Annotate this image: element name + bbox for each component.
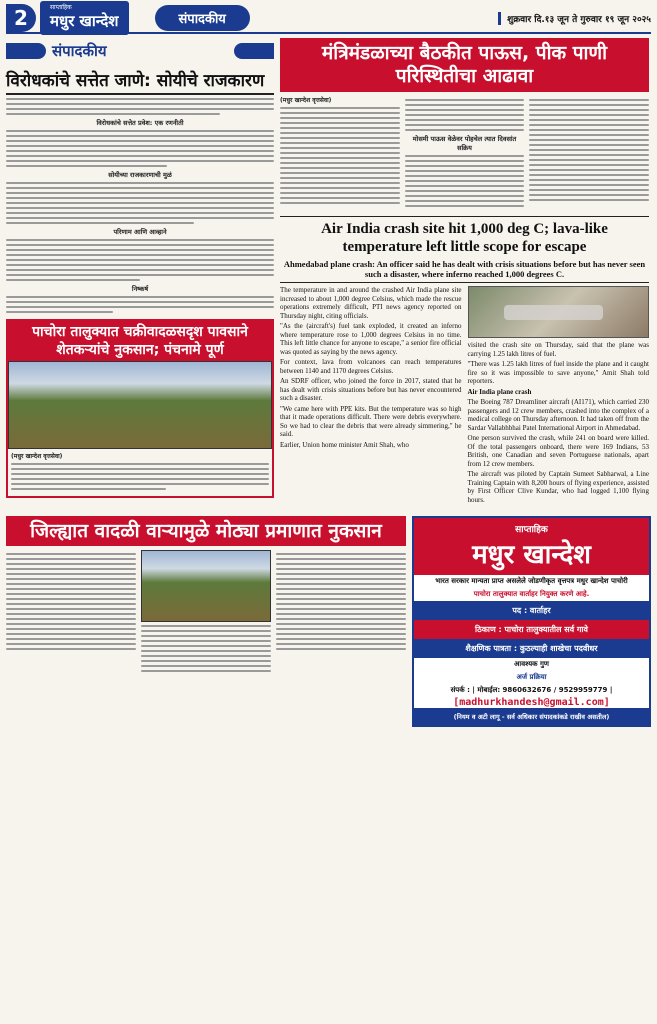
main-story-body (280, 96, 649, 210)
crash-photo (468, 286, 650, 338)
article-paragraph: An SDRF officer, who joined the force in 2017, stated that he has dealt with crisis situations before but has never encountered such a disaster. (280, 377, 462, 402)
article-paragraph: The Boeing 787 Dreamliner aircraft (AI171), which carried 230 passengers and 12 crew members, crashed into the complex of a medical college on Thursday afternoon. It had taken off from the Sardar Vallabhbhai Patel International Airport in Ahmedabad. (467, 398, 649, 432)
ad-brand (414, 518, 649, 575)
ad-requirements: आवश्यक गुण (514, 660, 549, 668)
article-paragraph: For context, lava from volcanoes can reach temperatures between 1140 and 1170 degrees Celsius. (280, 358, 462, 375)
article-paragraph: "As the (aircraft's) fuel tank exploded, it created an inferno where temperature rose to 1,000 degrees Celsius in no time. This left little chance for anyone to escape," a senior fire official was quoted as saying by the news agency. (280, 322, 462, 356)
editorial-label: संपादकीय (52, 42, 107, 60)
ad-line: पाचोरा तालुक्यात वार्ताहर नियुक्त करणे आहे. (473, 590, 590, 598)
issue-date: शुक्रवार दि.१३ जून ते गुरुवार १९ जून २०२५ (498, 12, 651, 25)
editorial-subhead: परिणाम आणि आव्हाने (113, 228, 167, 236)
bottom-headline: जिल्ह्यात वादळी वाऱ्यामुळे मोठ्या प्रमाणात नुकसान (6, 516, 406, 546)
editorial-body (6, 98, 274, 313)
article-paragraph: The temperature in and around the crashed Air India plane site increased to about 1,000 degree Celsius, which made the rescue operations extremely difficult, PTI news agency reported on Thursday night, citing officials. (280, 286, 462, 320)
ad-apply: अर्ज प्रक्रिया (516, 673, 547, 681)
bottom-story (6, 510, 406, 727)
left-column (6, 34, 274, 506)
field-photo (8, 361, 272, 449)
article-paragraph: One person survived the crash, while 241 on board were killed. Of the total passengers onboard, there were 169 Indians, 53 British, one Canadian and seven Portuguese nationals, apart from 12 crew members. (467, 434, 649, 468)
ad-line: भारत सरकार मान्यता प्राप्त असलेले जोडणीकृत वृत्तपत्र मधुर खान्देश पाचोरी (435, 577, 628, 585)
air-india-col1 (280, 286, 462, 506)
ad-place: ठिकाण : पाचोरा तालुक्यातील सर्व गावे (414, 620, 649, 639)
article-paragraph: The aircraft was piloted by Captain Sumeet Sabharwal, a Line Training Captain with 8,200 hours of flying experience, assisted by First Officer Clive Kundar, who had logged 1,100 flying hours. (467, 470, 649, 504)
ad-email[interactable]: [madhurkhandesh@gmail.com] (453, 697, 610, 708)
right-column (280, 34, 649, 506)
ad-weekly: साप्ताहिक (515, 525, 548, 535)
article-paragraph: "We came here with PPE kits. But the temperature was so high that it made operations difficult. There were debris everywhere. So we had to clear the debris that were already simmering," he said. (280, 404, 462, 438)
editorial-subhead: सोयीच्या राजकारणाची मुळं (108, 171, 172, 179)
pachora-story (6, 319, 274, 498)
brand-subtitle: साप्ताहिक (50, 4, 72, 11)
brand-logo (40, 1, 129, 35)
ad-brand-name: मधुर खान्देश (472, 540, 591, 570)
pen-icon (234, 43, 274, 59)
pen-icon (6, 43, 46, 59)
crowd-photo (141, 550, 271, 622)
ad-post: पद : वार्ताहर (414, 601, 649, 620)
masthead (6, 4, 651, 34)
article-paragraph: visited the crash site on Thursday, said that the plane was carrying 1.25 lakh litres of fuel. (467, 341, 649, 358)
ad-education: शैक्षणिक पात्रता : कुठल्याही शाखेचा पदवीधर (414, 639, 649, 658)
recruitment-ad (412, 516, 651, 727)
ad-footer: (नियम व अटी लागू - सर्व अधिकार संपादकांकडे राखीव असतील) (414, 708, 649, 725)
brand-name: मधुर खान्देश (50, 12, 119, 30)
main-subhead: मोसमी पाऊस वेळेवर पोहचेल त्यात दिवसांत सक्रिय (412, 135, 517, 152)
editorial-subhead: विरोधकांचे सत्तेत प्रवेश: एक रणनीती (96, 119, 184, 127)
air-india-subhead: Ahmedabad plane crash: An officer said he has dealt with crisis situations before but has never seen such a disaster, where inferno reached 1,000 degrees C. (280, 259, 649, 283)
pachora-byline: (मधुर खान्देश वृत्तसेवा) (11, 453, 63, 460)
main-byline: (मधुर खान्देश वृत्तसेवा) (280, 97, 332, 104)
air-india-headline: Air India crash site hit 1,000 deg C; lava-like temperature left little scope for escape (280, 216, 649, 256)
page-number: 2 (6, 4, 36, 32)
main-headline: मंत्रिमंडळाच्या बैठकीत पाऊस, पीक पाणी परिस्थितीचा आढावा (280, 38, 649, 92)
article-paragraph: "There was 1.25 lakh litres of fuel inside the plane and it caught fire so it was impossible to save anyone," Amit Shah told reporters. (467, 360, 649, 385)
editorial-header (6, 40, 274, 62)
ad-contact: संपर्क : | मोबाईल: 9860632676 / 9529959779 | (450, 686, 613, 694)
article-paragraph: Earlier, Union home minister Amit Shah, who (280, 440, 409, 449)
air-india-col2 (468, 286, 650, 506)
article-subhead: Air India plane crash (467, 387, 532, 396)
editorial-subhead: निष्कर्ष (131, 285, 149, 293)
section-title: संपादकीय (155, 5, 250, 31)
pachora-headline: पाचोरा तालुक्यात चक्रीवादळसदृश पावसाने शेतकऱ्यांचे नुकसान; पंचनामे पूर्ण (8, 321, 272, 361)
editorial-title: विरोधकांचे सत्तेत जाणे: सोयीचे राजकारण (6, 66, 274, 95)
